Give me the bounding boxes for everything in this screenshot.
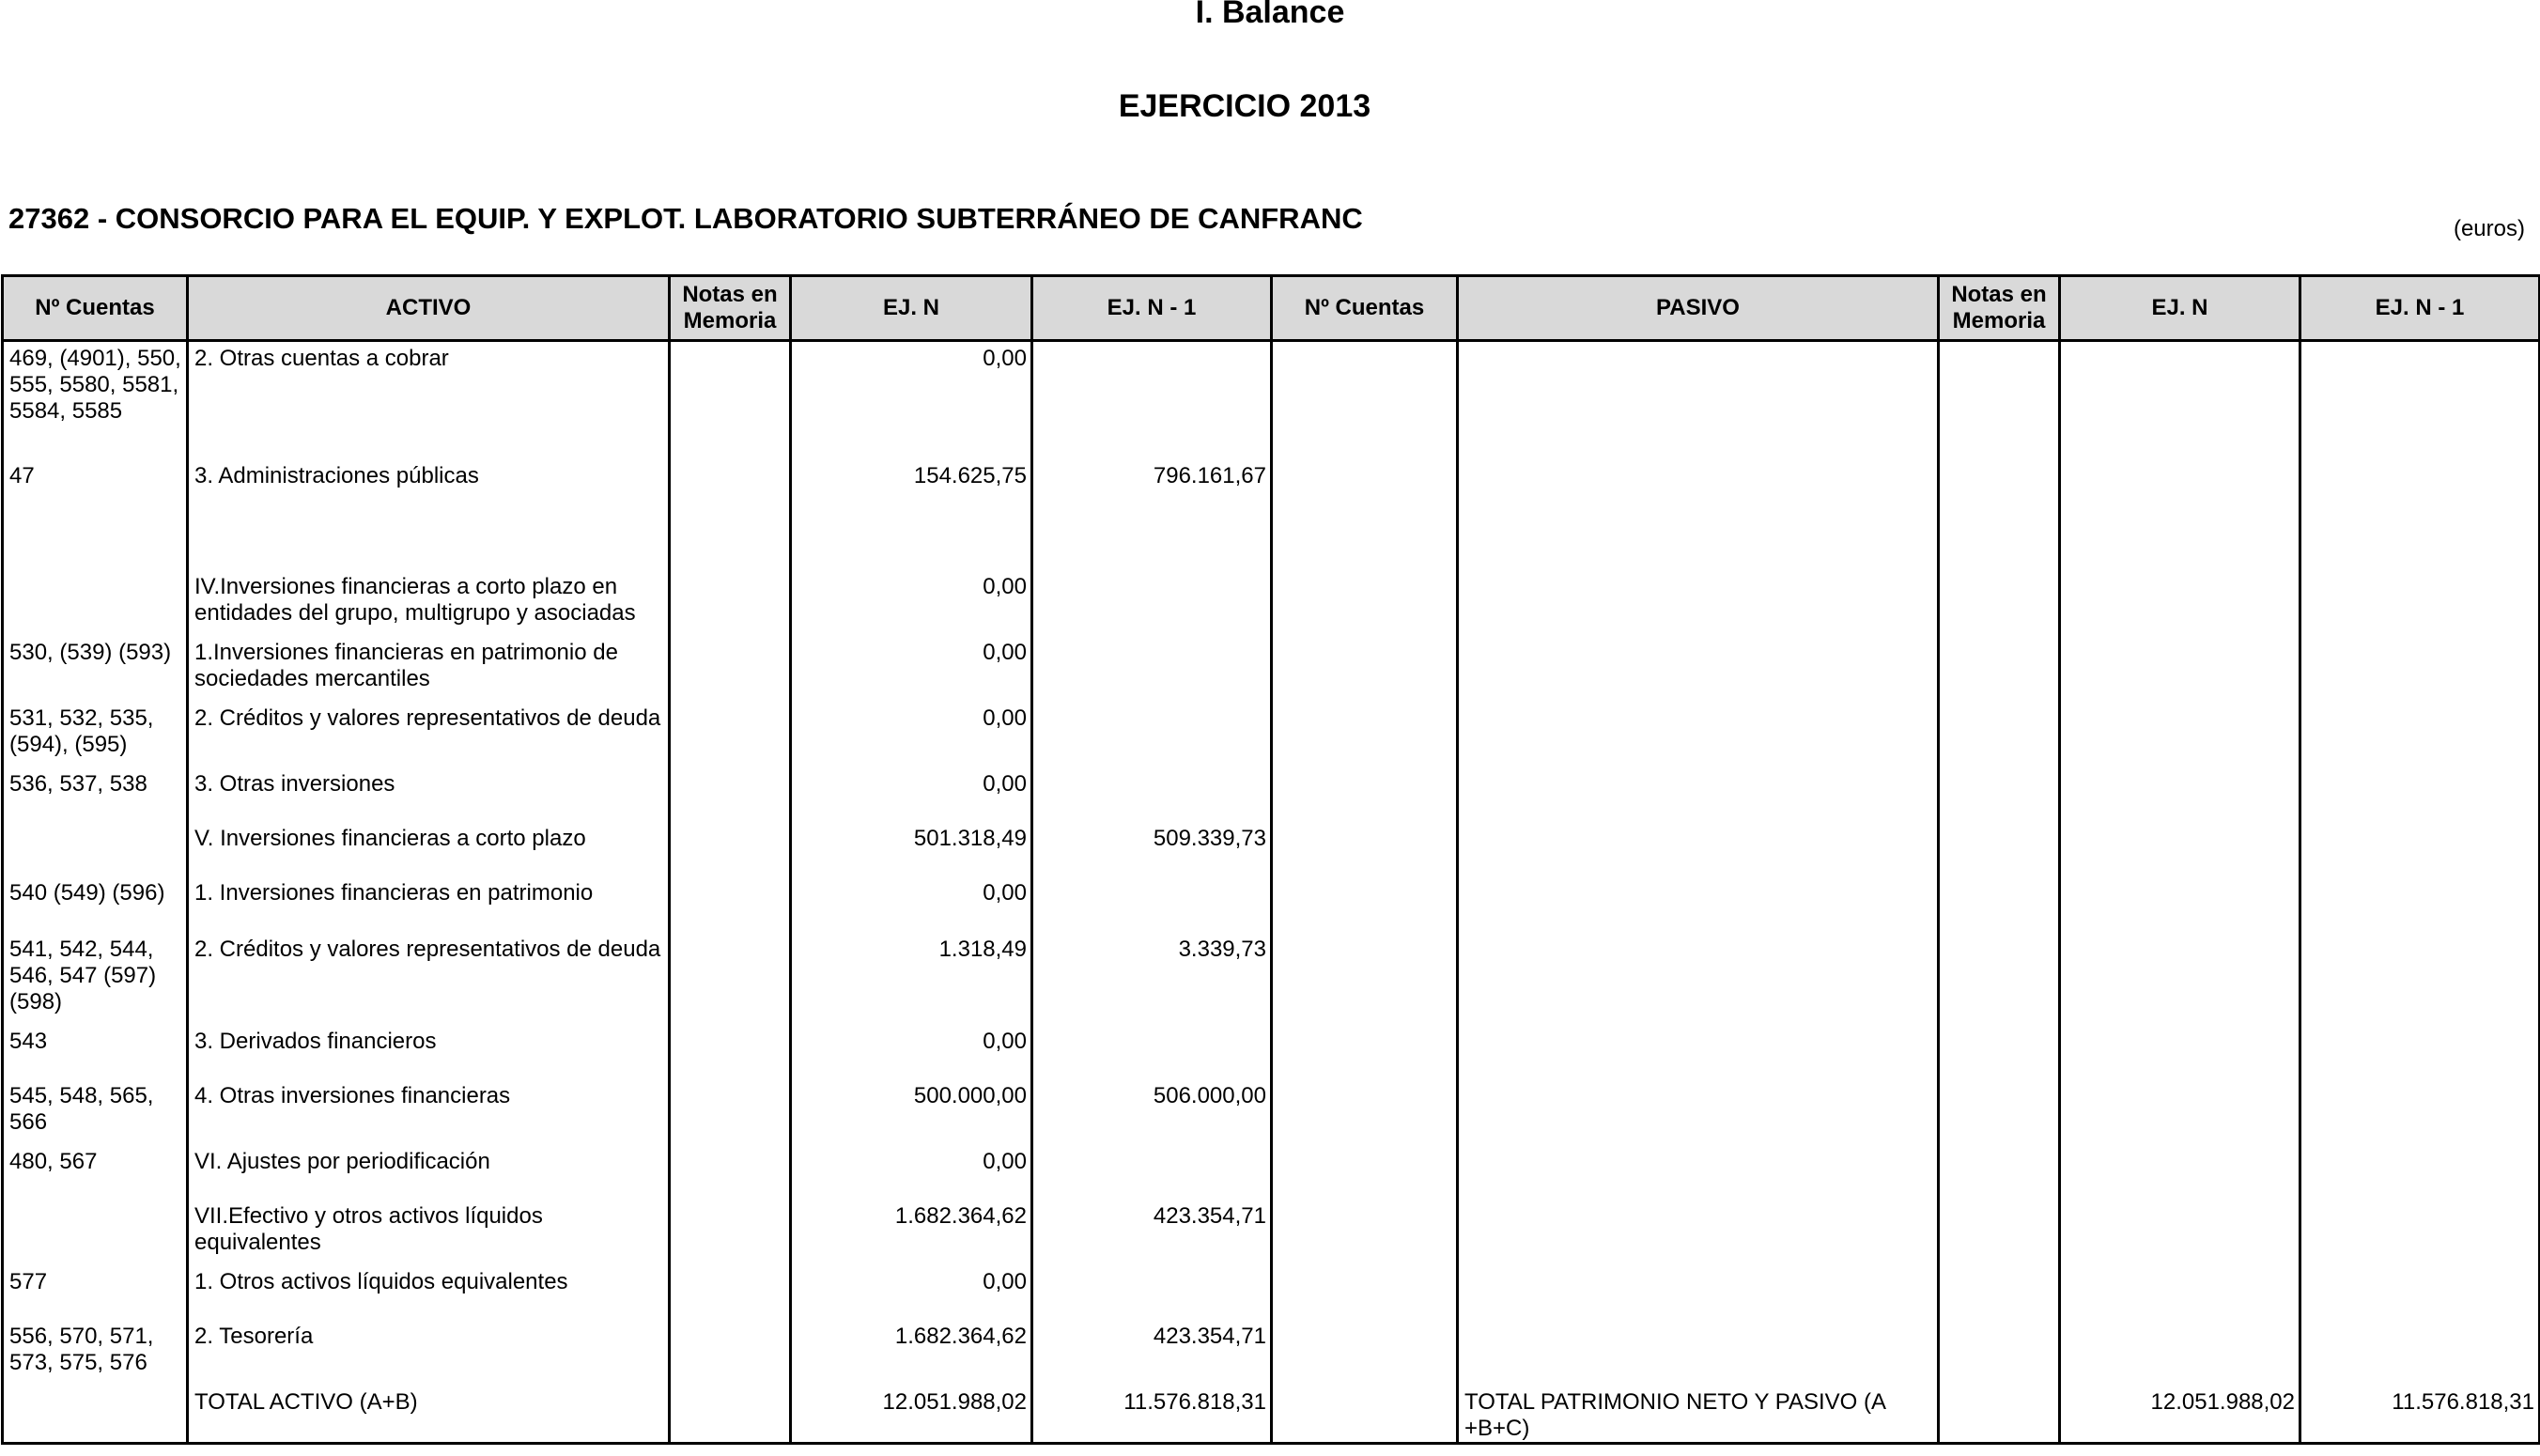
pasivo-ej-n: [2061, 1265, 2299, 1269]
pasivo-concept: [1459, 767, 1937, 771]
pasivo-ej-n: [2061, 822, 2299, 826]
activo-ej-n1: [1033, 767, 1270, 771]
pasivo-ej-n1: [2301, 702, 2538, 705]
account-codes: 480, 567: [9, 1148, 98, 1174]
pasivo-account-codes: [1273, 1265, 1456, 1269]
activo-ej-n1: 3.339,73: [1178, 936, 1266, 962]
account-codes: 531, 532, 535, (594), (595): [9, 705, 154, 757]
pasivo-account-codes: [1273, 1320, 1456, 1324]
activo-notes: [671, 459, 789, 463]
table-row: [3, 459, 2540, 570]
pasivo-ej-n: 12.051.988,02: [2150, 1388, 2295, 1415]
pasivo-concept: [1459, 459, 1937, 463]
col-header-activo-ej-n1: EJ. N - 1: [1032, 276, 1272, 341]
pasivo-account-codes: [1273, 636, 1456, 640]
table-row: [3, 1386, 2540, 1444]
pasivo-account-codes: [1273, 702, 1456, 705]
pasivo-account-codes: [1273, 1079, 1456, 1083]
activo-notes: [671, 1265, 789, 1269]
pasivo-ej-n1: [2301, 1265, 2538, 1269]
activo-ej-n: 0,00: [983, 1028, 1027, 1054]
pasivo-notes: [1940, 636, 2058, 640]
pasivo-notes: [1940, 459, 2058, 463]
account-codes: 541, 542, 544, 546, 547 (597) (598): [9, 936, 157, 1015]
pasivo-ej-n: [2061, 1320, 2299, 1324]
pasivo-ej-n1: [2301, 1320, 2538, 1324]
pasivo-concept: [1459, 933, 1937, 937]
activo-notes: [671, 1145, 789, 1149]
table-row: [3, 767, 2540, 822]
activo-concept: 3. Administraciones públicas: [194, 462, 479, 488]
account-codes: [4, 1386, 186, 1389]
activo-ej-n: 0,00: [983, 770, 1027, 797]
activo-concept: TOTAL ACTIVO (A+B): [194, 1388, 418, 1415]
pasivo-account-codes: [1273, 459, 1456, 463]
pasivo-concept: [1459, 1025, 1937, 1029]
pasivo-account-codes: [1273, 876, 1456, 880]
activo-concept: 2. Otras cuentas a cobrar: [194, 346, 449, 371]
pasivo-concept: [1459, 702, 1937, 705]
activo-ej-n1: [1033, 876, 1270, 880]
pasivo-ej-n1: [2301, 342, 2538, 346]
pasivo-ej-n1: [2301, 876, 2538, 880]
pasivo-notes: [1940, 1025, 2058, 1029]
pasivo-ej-n: [2061, 933, 2299, 937]
activo-notes: [671, 1025, 789, 1029]
activo-ej-n: 0,00: [983, 639, 1027, 665]
pasivo-concept: [1459, 342, 1937, 346]
table-row: [3, 702, 2540, 767]
account-codes: 543: [9, 1028, 48, 1054]
activo-ej-n: 0,00: [983, 346, 1027, 371]
col-header-activo: ACTIVO: [188, 276, 670, 341]
pasivo-account-codes: [1273, 822, 1456, 826]
table-row: [3, 636, 2540, 702]
page-subtitle: EJERCICIO 2013: [1118, 88, 1371, 124]
activo-concept: VII.Efectivo y otros activos líquidos equivalentes: [194, 1202, 543, 1255]
table-row: [3, 933, 2540, 1025]
account-codes: 530, (539) (593): [9, 639, 172, 665]
activo-ej-n: 501.318,49: [913, 825, 1027, 851]
activo-notes: [671, 636, 789, 640]
pasivo-notes: [1940, 1386, 2058, 1389]
table-row: [3, 1025, 2540, 1079]
activo-ej-n: 154.625,75: [913, 462, 1027, 488]
pasivo-account-codes: [1273, 933, 1456, 937]
activo-concept: 4. Otras inversiones financieras: [194, 1082, 511, 1108]
activo-ej-n1: 796.161,67: [1153, 462, 1266, 488]
account-codes: 556, 570, 571, 573, 575, 576: [9, 1323, 154, 1375]
activo-notes: [671, 1079, 789, 1083]
activo-notes: [671, 342, 789, 346]
table-header-row: [3, 276, 2540, 341]
activo-ej-n1: [1033, 342, 1270, 346]
account-codes: 545, 548, 565, 566: [9, 1082, 154, 1135]
col-header-pasivo-cuentas: Nº Cuentas: [1272, 276, 1458, 341]
pasivo-ej-n: [2061, 876, 2299, 880]
pasivo-ej-n: [2061, 702, 2299, 705]
col-header-activo-notas: Notas en Memoria: [670, 276, 791, 341]
pasivo-concept: [1459, 570, 1937, 574]
pasivo-ej-n: [2061, 1200, 2299, 1203]
pasivo-notes: [1940, 1145, 2058, 1149]
table-row: [3, 1265, 2540, 1320]
account-codes: 536, 537, 538: [9, 770, 147, 797]
table-row: [3, 822, 2540, 876]
activo-ej-n: 1.318,49: [938, 936, 1027, 962]
account-codes: 469, (4901), 550, 555, 5580, 5581, 5584, 5585: [9, 346, 181, 424]
pasivo-account-codes: [1273, 1386, 1456, 1389]
table-row: [3, 1079, 2540, 1145]
pasivo-notes: [1940, 1320, 2058, 1324]
pasivo-concept: [1459, 1200, 1937, 1203]
col-header-activo-cuentas: Nº Cuentas: [3, 276, 188, 341]
pasivo-ej-n1: 11.576.818,31: [2392, 1388, 2534, 1415]
pasivo-ej-n: [2061, 636, 2299, 640]
activo-concept: IV.Inversiones financieras a corto plazo en entidades del grupo, multigrupo y asociadas: [194, 573, 636, 626]
table-row: [3, 570, 2540, 636]
pasivo-ej-n1: [2301, 459, 2538, 463]
pasivo-ej-n1: [2301, 767, 2538, 771]
activo-notes: [671, 1200, 789, 1203]
activo-concept: 3. Derivados financieros: [194, 1028, 437, 1054]
pasivo-notes: [1940, 570, 2058, 574]
activo-notes: [671, 933, 789, 937]
page-title: I. Balance: [1195, 0, 1345, 30]
pasivo-account-codes: [1273, 1200, 1456, 1203]
table-row: [3, 341, 2540, 459]
activo-ej-n: 500.000,00: [913, 1082, 1027, 1108]
pasivo-notes: [1940, 767, 2058, 771]
activo-ej-n: 0,00: [983, 573, 1027, 599]
entity-name: 27362 - CONSORCIO PARA EL EQUIP. Y EXPLOT. LABORATORIO SUBTERRÁNEO DE CANFRANC: [8, 202, 1363, 235]
activo-ej-n: 0,00: [983, 1268, 1027, 1294]
table-row: [3, 876, 2540, 933]
pasivo-notes: [1940, 702, 2058, 705]
account-codes: [4, 1200, 186, 1203]
activo-notes: [671, 767, 789, 771]
pasivo-ej-n: [2061, 459, 2299, 463]
activo-ej-n1: 423.354,71: [1153, 1202, 1266, 1229]
pasivo-concept: [1459, 1320, 1937, 1324]
activo-ej-n1: [1033, 1145, 1270, 1149]
pasivo-notes: [1940, 822, 2058, 826]
pasivo-ej-n1: [2301, 933, 2538, 937]
account-codes: [4, 570, 186, 574]
account-codes: 540 (549) (596): [9, 879, 165, 906]
pasivo-ej-n1: [2301, 1145, 2538, 1149]
activo-ej-n1: [1033, 570, 1270, 574]
activo-ej-n1: 509.339,73: [1153, 825, 1266, 851]
activo-ej-n: 1.682.364,62: [894, 1202, 1027, 1229]
activo-concept: V. Inversiones financieras a corto plazo: [194, 825, 586, 851]
activo-ej-n1: 11.576.818,31: [1123, 1388, 1266, 1415]
activo-ej-n: 0,00: [983, 879, 1027, 906]
activo-concept: VI. Ajustes por periodificación: [194, 1148, 490, 1174]
activo-ej-n: 1.682.364,62: [894, 1323, 1027, 1349]
col-header-pasivo-ej-n: EJ. N: [2060, 276, 2300, 341]
table-row: [3, 1320, 2540, 1386]
pasivo-ej-n: [2061, 767, 2299, 771]
activo-ej-n: 0,00: [983, 705, 1027, 731]
activo-concept: 2. Créditos y valores representativos de deuda: [194, 705, 661, 731]
pasivo-ej-n: [2061, 1145, 2299, 1149]
activo-concept: 2. Créditos y valores representativos de deuda: [194, 936, 661, 962]
pasivo-account-codes: [1273, 1145, 1456, 1149]
pasivo-notes: [1940, 876, 2058, 880]
pasivo-ej-n1: [2301, 636, 2538, 640]
account-codes: 577: [9, 1268, 48, 1294]
pasivo-concept: TOTAL PATRIMONIO NETO Y PASIVO (A +B+C): [1464, 1388, 1885, 1441]
account-codes: 47: [9, 462, 35, 488]
pasivo-account-codes: [1273, 767, 1456, 771]
pasivo-concept: [1459, 1265, 1937, 1269]
activo-concept: 3. Otras inversiones: [194, 770, 395, 797]
activo-ej-n1: 423.354,71: [1153, 1323, 1266, 1349]
account-codes: [4, 822, 186, 826]
table-row: [3, 1145, 2540, 1200]
col-header-pasivo: PASIVO: [1458, 276, 1939, 341]
pasivo-notes: [1940, 933, 2058, 937]
pasivo-concept: [1459, 636, 1937, 640]
pasivo-concept: [1459, 822, 1937, 826]
table-row: [3, 1200, 2540, 1265]
activo-ej-n1: [1033, 1025, 1270, 1029]
pasivo-notes: [1940, 1200, 2058, 1203]
activo-notes: [671, 570, 789, 574]
pasivo-notes: [1940, 1079, 2058, 1083]
pasivo-account-codes: [1273, 1025, 1456, 1029]
pasivo-ej-n: [2061, 1079, 2299, 1083]
pasivo-ej-n1: [2301, 1079, 2538, 1083]
pasivo-ej-n: [2061, 1025, 2299, 1029]
col-header-pasivo-notas: Notas en Memoria: [1939, 276, 2060, 341]
pasivo-ej-n1: [2301, 570, 2538, 574]
pasivo-concept: [1459, 876, 1937, 880]
units-label: (euros): [2453, 216, 2525, 241]
activo-ej-n: 0,00: [983, 1148, 1027, 1174]
activo-concept: 2. Tesorería: [194, 1323, 314, 1349]
activo-ej-n1: [1033, 702, 1270, 705]
activo-notes: [671, 1320, 789, 1324]
activo-concept: 1. Otros activos líquidos equivalentes: [194, 1268, 568, 1294]
activo-notes: [671, 822, 789, 826]
pasivo-ej-n: [2061, 342, 2299, 346]
pasivo-concept: [1459, 1145, 1937, 1149]
activo-notes: [671, 1386, 789, 1389]
activo-ej-n1: [1033, 1265, 1270, 1269]
activo-concept: 1. Inversiones financieras en patrimonio: [194, 879, 594, 906]
pasivo-ej-n1: [2301, 1025, 2538, 1029]
pasivo-ej-n1: [2301, 1200, 2538, 1203]
col-header-pasivo-ej-n1: EJ. N - 1: [2300, 276, 2540, 341]
pasivo-notes: [1940, 342, 2058, 346]
pasivo-ej-n: [2061, 570, 2299, 574]
balance-table: [1, 274, 2540, 1445]
activo-ej-n1: [1033, 636, 1270, 640]
pasivo-notes: [1940, 1265, 2058, 1269]
activo-notes: [671, 702, 789, 705]
pasivo-ej-n1: [2301, 822, 2538, 826]
pasivo-account-codes: [1273, 342, 1456, 346]
activo-concept: 1.Inversiones financieras en patrimonio de sociedades mercantiles: [194, 639, 618, 691]
activo-ej-n: 12.051.988,02: [882, 1388, 1027, 1415]
activo-ej-n1: 506.000,00: [1153, 1082, 1266, 1108]
activo-notes: [671, 876, 789, 880]
pasivo-concept: [1459, 1079, 1937, 1083]
pasivo-account-codes: [1273, 570, 1456, 574]
col-header-activo-ej-n: EJ. N: [791, 276, 1032, 341]
